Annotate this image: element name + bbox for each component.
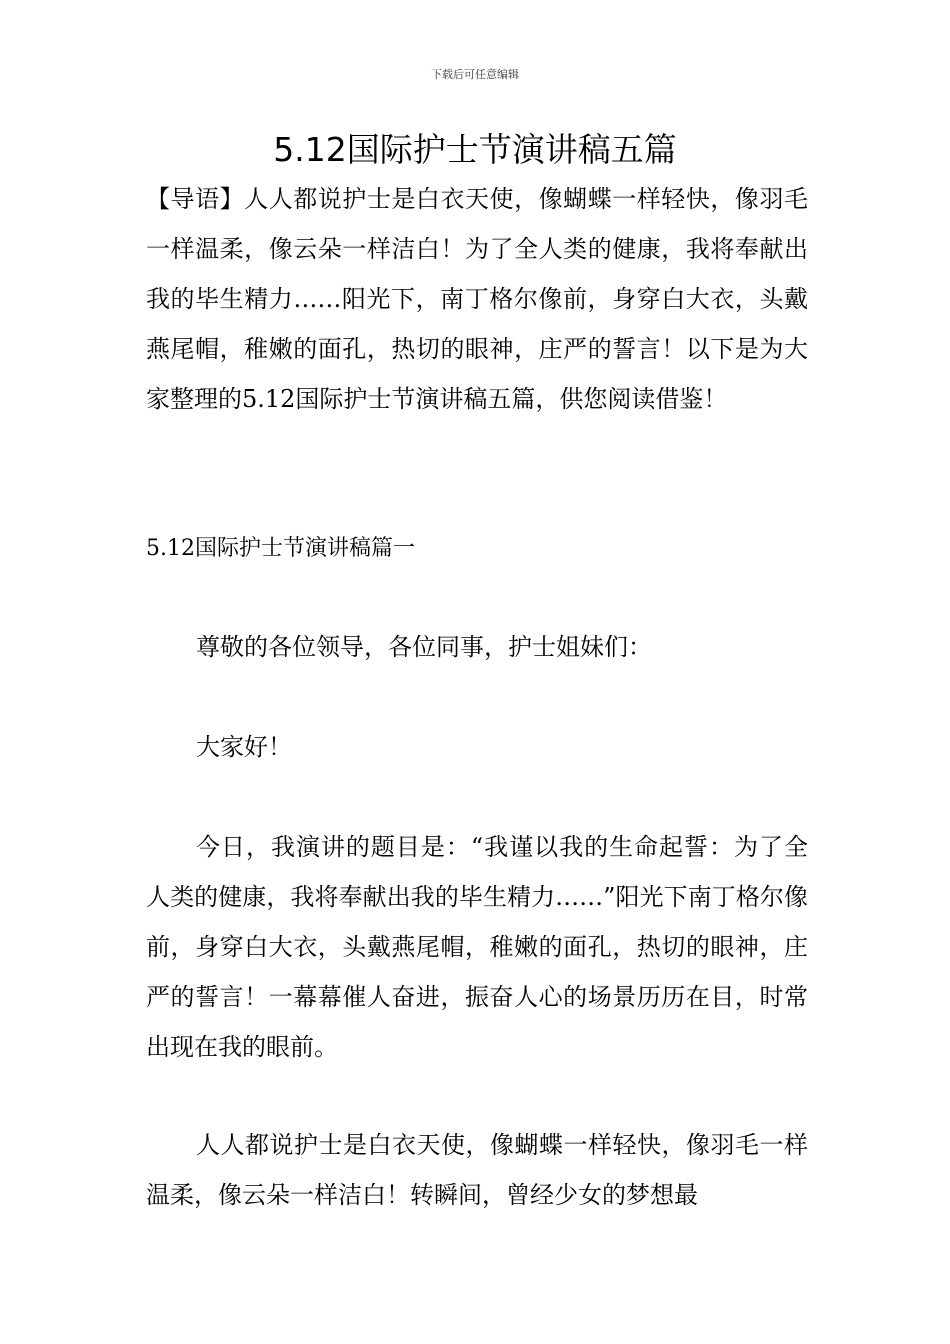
topic-paragraph: 今日，我演讲的题目是：“我谨以我的生命起誓：为了全人类的健康，我将奉献出我的毕生精力……”阳光下南丁格尔像前，身穿白大衣，头戴燕尾帽，稚嫩的面孔，热切的眼神，庄严的誓言！一幕幕催人奋进，振奋人心的场景历历在目，时常出现在我的眼前。 bbox=[146, 833, 808, 1061]
page-title: 5.12国际护士节演讲稿五篇 bbox=[273, 130, 677, 169]
salutation-paragraph: 尊敬的各位领导，各位同事，护士姐妹们： bbox=[196, 633, 652, 661]
section-heading: 5.12国际护士节演讲稿篇一 bbox=[146, 536, 415, 561]
angels-paragraph: 人人都说护士是白衣天使，像蝴蝶一样轻快，像羽毛一样温柔，像云朵一样洁白！转瞬间，曾经少女的梦想最 bbox=[146, 1131, 808, 1209]
intro-paragraph: 【导语】人人都说护士是白衣天使，像蝴蝶一样轻快，像羽毛一样温柔，像云朵一样洁白！为了全人类的健康，我将奉献出我的毕生精力……阳光下，南丁格尔像前，身穿白大衣，头戴燕尾帽，稚嫩的面孔，热切的眼神，庄严的誓言！以下是为大家整理的5.12国际护士节演讲稿五篇，供您阅读借鉴！ bbox=[146, 185, 808, 413]
greeting-paragraph: 大家好！ bbox=[196, 733, 292, 761]
header-note: 下载后可任意编辑 bbox=[431, 68, 519, 81]
